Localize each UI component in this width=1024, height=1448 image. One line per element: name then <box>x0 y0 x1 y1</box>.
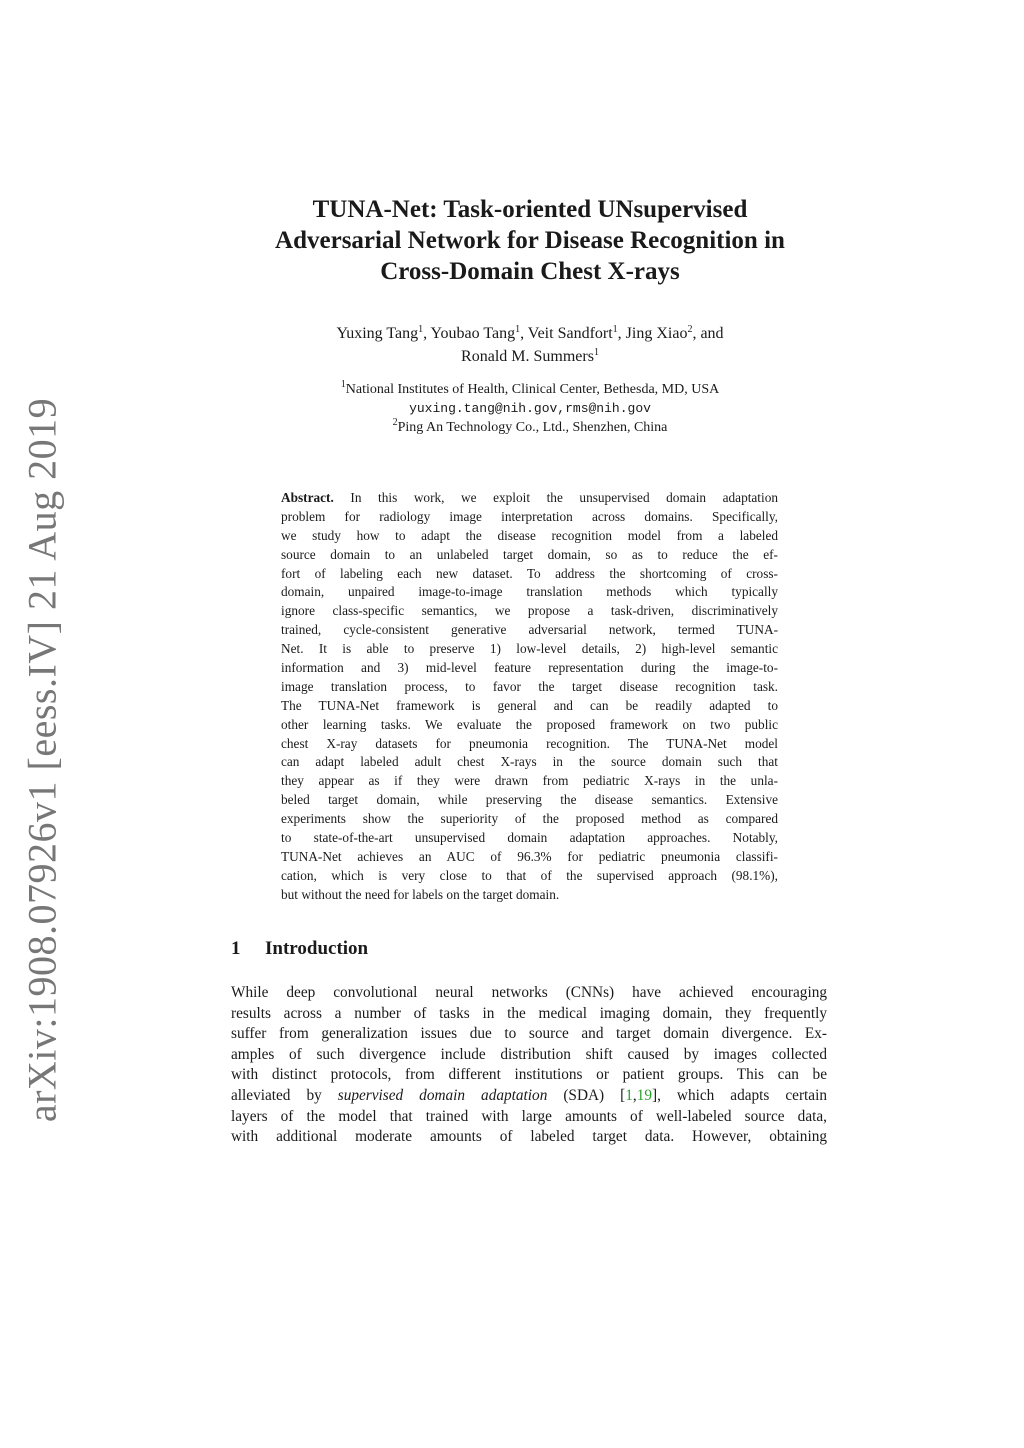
body-line: alleviated by supervised domain adaptation (SDA) [1,19], which adapts certain <box>231 1086 827 1104</box>
body-line: with distinct protocols, from different institutions or patient groups. This can be <box>231 1066 827 1084</box>
title-line-2: Adversarial Network for Disease Recognition in <box>275 227 785 254</box>
section-number: 1 <box>231 938 241 959</box>
email-addresses: yuxing.tang@nih.gov,rms@nih.gov <box>409 401 651 416</box>
abstract-line: domain, unpaired image-to-image translation methods which typically <box>281 584 778 600</box>
abstract-line: cation, which is very close to that of the supervised approach (98.1%), <box>281 867 778 883</box>
body-line: with additional moderate amounts of labeled target data. However, obtaining <box>231 1128 827 1146</box>
citation-link[interactable]: 1 <box>625 1086 633 1104</box>
body-line: layers of the model that trained with large amounts of well-labeled source data, <box>231 1107 827 1125</box>
section-heading <box>231 938 368 960</box>
abstract-line: ignore class-specific semantics, we propose a task-driven, discriminatively <box>281 603 778 619</box>
abstract-line: TUNA-Net achieves an AUC of 96.3% for pediatric pneumonia classifi- <box>281 848 778 864</box>
abstract-line: information and 3) mid-level feature representation during the image-to- <box>281 660 778 676</box>
arxiv-sidebar <box>19 397 65 1123</box>
abstract-line: we study how to adapt the disease recognition model from a labeled <box>281 527 778 543</box>
abstract-line: experiments show the superiority of the proposed method as compared <box>281 811 778 827</box>
author-name: Veit Sandfort <box>527 325 613 342</box>
section-title: Introduction <box>265 938 369 959</box>
body-line: While deep convolutional neural networks (CNNs) have achieved encouraging <box>231 984 827 1001</box>
abstract-line: chest X-ray datasets for pneumonia recognition. The TUNA-Net model <box>281 735 778 751</box>
author-name: Ronald M. Summers <box>461 348 594 365</box>
body-line: amples of such divergence include distribution shift caused by images collected <box>231 1045 827 1063</box>
abstract-line: fort of labeling each new dataset. To address the shortcoming of cross- <box>281 565 778 581</box>
introduction-text <box>231 983 827 1148</box>
abstract: Abstract. In this work, we exploit the unsupervised domain adaptation problem for radiology image interpretation across domains. Specifically, we study how to adapt the disease recognition model from a labeled source domain to an unlabeled target domain, so as to reduce the ef- fort of labeling each new dataset. To address the shortcoming of cross- domain, unpaired image-to-image translation methods which typically ignore class-specific semantics, we propose a task-driven, discriminatively trained, cycle-consistent generative adversarial network, termed TUNA- Net. It is able to preserve 1) low-level details, 2) high-level semantic information and 3) mid-level feature representation during the image-to- image translation process, to favor the target disease recognition task. The TUNA-Net framework is general and can be readily adapted to other learning tasks. We evaluate the proposed framework on two public chest X-ray datasets for pneumonia recognition. The TUNA-Net model can adapt labeled adult chest X-rays in the source domain such that they appear as if they were drawn from pediatric X-rays in the unla- beled target domain, while preserving the disease semantics. Extensive experiments show the superiority of the proposed method as compared to state-of-the-art unsupervised domain adaptation approaches. Notably, TUNA-Net achieves an AUC of 96.3% for pediatric pneumonia classifi- cation, which is very close to that of the supervised approach (98.1%), but without the need for labels on the target domain. <box>281 489 778 905</box>
abstract-line: problem for radiology image interpretation across domains. Specifically, <box>281 508 778 524</box>
author-list: Yuxing Tang$^1$, Youbao Tang$^1$, Veit Sandfort$^1$, Jing Xiao$^2$, and Ronald M. Summers$^1$ <box>336 324 724 365</box>
title-line-1: TUNA-Net: Task-oriented UNsupervised <box>312 196 748 223</box>
abstract-line: but without the need for labels on the target domain. <box>281 886 560 902</box>
affiliation-1: $^1$National Institutes of Health, Clinical Center, Bethesda, MD, USA <box>340 379 720 397</box>
abstract-label: Abstract. <box>281 490 334 505</box>
abstract-line: they appear as if they were drawn from pediatric X-rays in the unla- <box>281 773 778 789</box>
title-line-3: Cross-Domain Chest X-rays <box>380 258 680 285</box>
paper-title <box>200 194 860 287</box>
citation-link[interactable]: 19 <box>636 1086 652 1104</box>
abstract-line: other learning tasks. We evaluate the proposed framework on two public <box>281 716 778 732</box>
abstract-line: to state-of-the-art unsupervised domain adaptation approaches. Notably, <box>281 830 778 846</box>
author-name: Youbao Tang <box>430 325 516 342</box>
abstract-line: The TUNA-Net framework is general and can be readily adapted to <box>281 697 778 713</box>
affiliation-2: $^2$Ping An Technology Co., Ltd., Shenzhen, China <box>392 417 668 435</box>
author-name: Yuxing Tang <box>336 325 419 342</box>
author-name: Jing Xiao <box>625 325 688 342</box>
abstract-line: trained, cycle-consistent generative adversarial network, termed TUNA- <box>281 622 778 638</box>
body-line: results across a number of tasks in the medical imaging domain, they frequently <box>231 1004 827 1022</box>
abstract-line: Net. It is able to preserve 1) low-level details, 2) high-level semantic <box>281 641 778 657</box>
arxiv-identifier: arXiv:1908.07926v1 [eess.IV] 21 Aug 2019 <box>19 397 65 1123</box>
abstract-line: beled target domain, while preserving the disease semantics. Extensive <box>281 792 778 808</box>
body-line: suffer from generalization issues due to source and target domain divergence. Ex- <box>231 1025 827 1043</box>
affiliations <box>230 380 830 437</box>
emphasis-sda: supervised domain adaptation <box>337 1086 548 1104</box>
abstract-line: can adapt labeled adult chest X-rays in the source domain such that <box>281 754 778 770</box>
abstract-line: source domain to an unlabeled target domain, so as to reduce the ef- <box>281 546 778 562</box>
abstract-line: image translation process, to favor the target disease recognition task. <box>281 678 778 694</box>
